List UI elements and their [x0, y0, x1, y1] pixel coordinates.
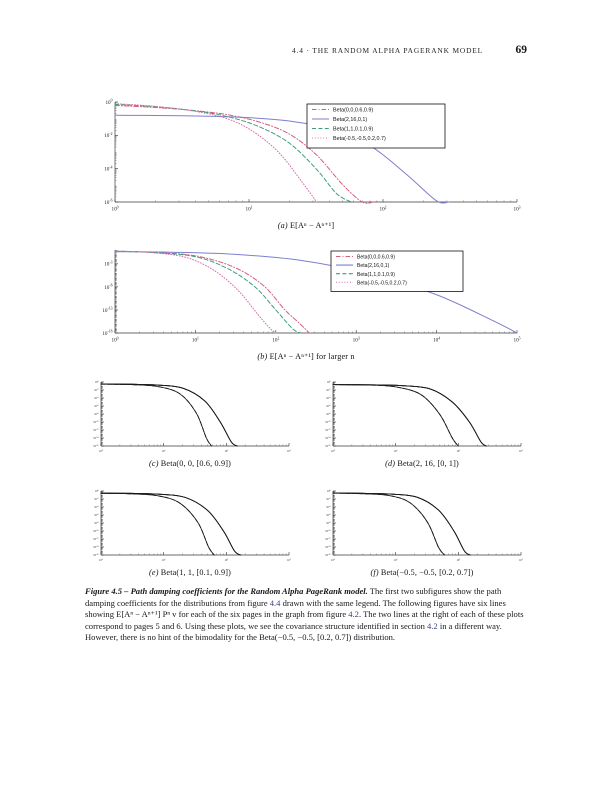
plot-panel-e [85, 486, 295, 577]
subcaption-e-prefix: (e) [149, 568, 159, 577]
svg-text:10-2: $10^{-2}$ [326, 497, 331, 501]
subcaption-d-prefix: (d) [385, 459, 396, 468]
svg-text:101: $10^1$ [191, 336, 199, 344]
plot-row-cd [85, 377, 527, 468]
subcaption-f [317, 568, 527, 577]
svg-text:102: $10^2$ [272, 336, 280, 344]
figure-ref-2[interactable]: 4.2 [348, 609, 359, 620]
svg-text:10-4: $10^{-4}$ [94, 505, 99, 509]
figure-caption [85, 586, 527, 644]
svg-text:Beta(2,16,0,1): Beta(2,16,0,1) [357, 263, 390, 270]
figure-caption-body-1: The first two subfigures show the path damping coefficients for the distributions from figure [85, 586, 502, 608]
svg-text:10-12: $10^{-12}$ [325, 428, 331, 432]
running-head-title: 4.4 · THE RANDOM ALPHA PAGERANK MODEL [292, 46, 483, 55]
plot-panel-a [85, 96, 527, 230]
svg-text:103: $10^3$ [352, 336, 360, 344]
svg-text:10-2: $10^{-2}$ [326, 388, 331, 392]
svg-text:103: $10^3$ [519, 559, 523, 563]
subcaption-a [85, 220, 527, 230]
subcaption-b [85, 351, 527, 361]
subcaption-c [85, 459, 295, 468]
svg-text:10-10: $10^{-10}$ [325, 420, 331, 424]
svg-text:10-8: $10^{-8}$ [104, 283, 113, 291]
svg-text:10-2: $10^{-2}$ [94, 388, 99, 392]
svg-text:101: $10^1$ [161, 559, 166, 563]
svg-text:10-18: $10^{-18}$ [102, 329, 113, 337]
plot-panel-f [317, 486, 527, 577]
figure-ref-1[interactable]: 4.4 [269, 597, 281, 608]
plot-c-canvas [85, 377, 295, 457]
svg-text:10-6: $10^{-6}$ [326, 513, 331, 517]
svg-text:10-8: $10^{-8}$ [326, 521, 331, 525]
svg-text:100: $10^0$ [326, 489, 331, 493]
figure-caption-body-4: in a different way. However, there is no hint of the bimodality for the Beta(−0.5, −0.5, [0.2, 0.7]) distribution. [85, 620, 502, 643]
svg-text:101: $10^1$ [393, 559, 398, 563]
plot-e-canvas [85, 486, 295, 566]
svg-text:Beta(1,1,0.1,0.9): Beta(1,1,0.1,0.9) [333, 126, 374, 133]
svg-text:101: $10^1$ [393, 450, 398, 454]
svg-text:100: $10^0$ [331, 450, 335, 454]
svg-text:102: $10^2$ [224, 450, 229, 454]
subcaption-a-prefix: (a) [277, 221, 288, 230]
svg-text:Beta(0,0,0.6,0.9): Beta(0,0,0.6,0.9) [357, 254, 395, 261]
svg-text:101: $10^1$ [245, 205, 253, 213]
svg-text:103: $10^3$ [513, 205, 521, 213]
svg-text:10-6: $10^{-6}$ [326, 404, 331, 408]
svg-text:10-6: $10^{-6}$ [104, 198, 113, 206]
subcaption-d-text: Beta(2, 16, [0, 1]) [397, 459, 459, 468]
svg-text:104: $10^4$ [433, 336, 441, 344]
plot-panel-b [85, 244, 527, 361]
plot-d-canvas [317, 377, 527, 457]
svg-text:10-6: $10^{-6}$ [94, 513, 99, 517]
svg-text:10-2: $10^{-2}$ [94, 497, 99, 501]
page-number: 69 [515, 44, 527, 56]
plot-a-canvas [85, 96, 527, 218]
plot-panel-c [85, 377, 295, 468]
svg-text:100: $10^0$ [331, 559, 335, 563]
svg-text:105: $10^5$ [513, 336, 521, 344]
svg-text:10-12: $10^{-12}$ [93, 537, 99, 541]
svg-text:102: $10^2$ [379, 205, 387, 213]
svg-text:10-16: $10^{-16}$ [325, 444, 331, 448]
figure-4-5 [85, 96, 527, 577]
figure-caption-body-3: . The two lines at the right of each of these plots correspond to pages 5 and 6. Using these plots, we see the covariance structure identified in section [85, 609, 524, 631]
svg-text:101: $10^1$ [161, 450, 166, 454]
svg-text:10-10: $10^{-10}$ [325, 529, 331, 533]
svg-text:103: $10^3$ [287, 450, 291, 454]
svg-text:Beta(2,16,0,1): Beta(2,16,0,1) [333, 117, 368, 124]
svg-text:10-4: $10^{-4}$ [104, 165, 113, 173]
svg-text:10-3: $10^{-3}$ [104, 260, 113, 268]
svg-text:10-10: $10^{-10}$ [93, 420, 99, 424]
svg-text:100: $10^0$ [111, 205, 119, 213]
svg-text:10-4: $10^{-4}$ [326, 505, 331, 509]
svg-text:102: $10^2$ [456, 559, 461, 563]
svg-text:Beta(-0.5,-0.5,0.2,0.7): Beta(-0.5,-0.5,0.2,0.7) [333, 136, 386, 143]
svg-text:103: $10^3$ [287, 559, 291, 563]
svg-text:10-6: $10^{-6}$ [94, 404, 99, 408]
subcaption-a-text: E[Aⁿ − Aⁿ⁺¹] [289, 221, 335, 230]
plot-b-canvas [85, 244, 527, 349]
svg-text:10-12: $10^{-12}$ [325, 537, 331, 541]
subcaption-d [317, 459, 527, 468]
figure-caption-body-2: drawn with the same legend. The following figures have six lines showing E[Aⁿ − Aⁿ⁺¹] Pⁿ v for each of the six pages in the graph from figure [85, 597, 506, 620]
svg-text:102: $10^2$ [456, 450, 461, 454]
svg-text:10-4: $10^{-4}$ [326, 396, 331, 400]
svg-text:Beta(-0.5,-0.5,0.2,0.7): Beta(-0.5,-0.5,0.2,0.7) [357, 280, 407, 287]
svg-text:10-4: $10^{-4}$ [94, 396, 99, 400]
figure-caption-lead: Figure 4.5 – Path damping coefficients for the Random Alpha PageRank model. [85, 586, 368, 596]
subcaption-b-prefix: (b) [257, 352, 268, 361]
svg-text:100: $10^0$ [99, 450, 103, 454]
svg-text:Beta(0,0,0.6,0.9): Beta(0,0,0.6,0.9) [333, 107, 374, 114]
svg-text:10-16: $10^{-16}$ [93, 444, 99, 448]
subcaption-b-text: E[Aⁿ − Aⁿ⁺¹] for larger n [269, 352, 355, 361]
svg-text:100: $10^0$ [326, 380, 331, 384]
plot-panel-d [317, 377, 527, 468]
subcaption-f-prefix: (f) [370, 568, 379, 577]
subcaption-f-text: Beta(−0.5, −0.5, [0.2, 0.7]) [380, 568, 474, 577]
svg-text:10-13: $10^{-13}$ [102, 306, 113, 314]
figure-ref-3[interactable]: 4.2 [427, 620, 438, 631]
svg-text:100: $10^0$ [94, 380, 99, 384]
subcaption-c-text: Beta(0, 0, [0.6, 0.9]) [160, 459, 231, 468]
subcaption-c-prefix: (c) [149, 459, 159, 468]
svg-text:Beta(1,1,0.1,0.9): Beta(1,1,0.1,0.9) [357, 271, 395, 278]
svg-text:10-14: $10^{-14}$ [325, 545, 331, 549]
svg-text:102: $10^2$ [224, 559, 229, 563]
svg-text:10-12: $10^{-12}$ [93, 428, 99, 432]
svg-text:10-2: $10^{-2}$ [104, 132, 113, 140]
svg-text:10-14: $10^{-14}$ [93, 436, 99, 440]
svg-text:10-14: $10^{-14}$ [93, 545, 99, 549]
svg-text:10-10: $10^{-10}$ [93, 529, 99, 533]
svg-text:10-16: $10^{-16}$ [325, 553, 331, 557]
svg-text:100: $10^0$ [105, 98, 113, 106]
svg-text:103: $10^3$ [519, 450, 523, 454]
svg-text:10-8: $10^{-8}$ [326, 412, 331, 416]
plot-row-ef [85, 486, 527, 577]
svg-text:10-14: $10^{-14}$ [325, 436, 331, 440]
running-head [85, 44, 527, 58]
svg-text:10-8: $10^{-8}$ [94, 521, 99, 525]
svg-text:100: $10^0$ [94, 489, 99, 493]
subcaption-e [85, 568, 295, 577]
svg-text:100: $10^0$ [99, 559, 103, 563]
plot-f-canvas [317, 486, 527, 566]
svg-text:10-16: $10^{-16}$ [93, 553, 99, 557]
subcaption-e-text: Beta(1, 1, [0.1, 0.9]) [160, 568, 231, 577]
svg-text:10-8: $10^{-8}$ [94, 412, 99, 416]
svg-text:100: $10^0$ [111, 336, 119, 344]
